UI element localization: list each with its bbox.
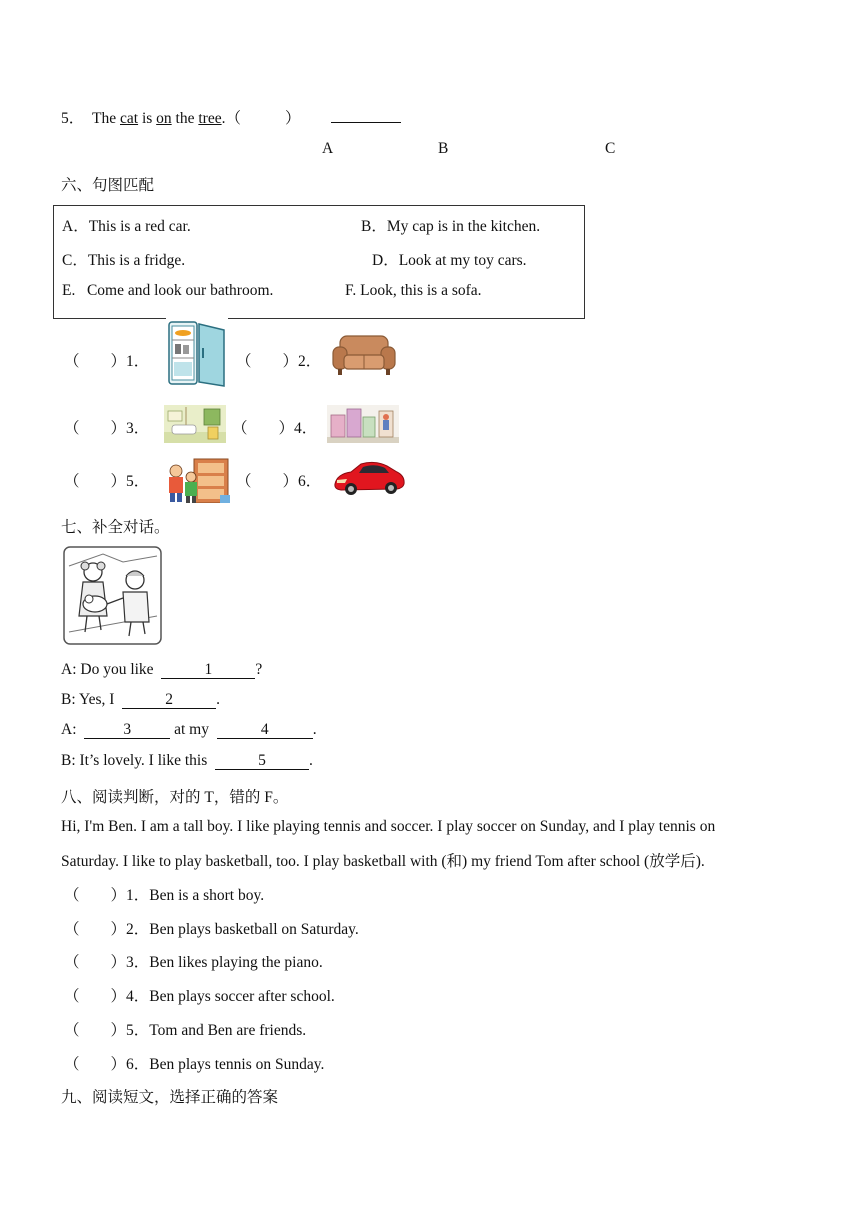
word-on: on [156, 110, 172, 127]
passage-line-1: Hi, I'm Ben. I am a tall boy. I like playing tennis and soccer. I play soccer on Sunday, and I play tennis on [61, 818, 716, 835]
question-5: 5． The cat is on the tree.（ ） [61, 110, 301, 127]
kitchen-picture [164, 457, 232, 503]
dialogue-line-2: B: Yes, I 2 . [61, 691, 221, 708]
answer-paren[interactable]: （ ）6． [64, 1056, 150, 1073]
section-7-title: 七、补全对话。 [61, 519, 170, 536]
blank-2[interactable]: 2 [122, 692, 216, 709]
judge-question-6: （ ）6．Ben plays tennis on Sunday. [64, 1056, 325, 1073]
sofa-picture [330, 333, 398, 379]
judge-question-4: （ ）4．Ben plays soccer after school. [64, 988, 335, 1005]
bathroom-picture [164, 405, 226, 443]
blank-3[interactable]: 3 [84, 722, 170, 739]
blank-4[interactable]: 4 [217, 722, 313, 739]
word-cat: cat [120, 110, 139, 127]
match-item-2[interactable]: （ ）2． [236, 353, 322, 370]
dialogue-line-3: A: 3 at my 4 . [61, 721, 317, 738]
blank-1[interactable]: 1 [161, 662, 255, 679]
section-6-title: 六、句图匹配 [61, 177, 155, 194]
sentence-e: E. Come and look our bathroom. [62, 282, 274, 299]
question-number: 5． [61, 110, 85, 127]
option-b: B [438, 140, 449, 157]
dialogue-line-4: B: It’s lovely. I like this 5 . [61, 752, 313, 769]
match-item-3[interactable]: （ ）3． [64, 420, 150, 437]
match-item-5[interactable]: （ ）5． [64, 473, 150, 490]
section-9-title: 九、阅读短文，选择正确的答案 [61, 1089, 279, 1106]
answer-paren[interactable]: （ ）2． [64, 921, 150, 938]
judge-question-2: （ ）2．Ben plays basketball on Saturday. [64, 921, 359, 938]
sentence-b: B．My cap is in the kitchen. [361, 218, 541, 235]
answer-paren[interactable]: （ ）4． [64, 988, 150, 1005]
judge-question-3: （ ）3．Ben likes playing the piano. [64, 954, 323, 971]
match-item-1[interactable]: （ ）1． [64, 353, 150, 370]
judge-question-5: （ ）5．Tom and Ben are friends. [64, 1022, 307, 1039]
sentence-f: F. Look, this is a sofa. [345, 282, 482, 299]
toy-cars-picture [327, 405, 399, 443]
fridge-picture [166, 320, 228, 388]
option-a: A [322, 140, 334, 157]
judge-question-1: （ ）1．Ben is a short boy. [64, 887, 265, 904]
match-item-6[interactable]: （ ）6． [236, 473, 322, 490]
dialogue-line-1: A: Do you like 1 ? [61, 661, 263, 678]
answer-blank-line[interactable] [331, 122, 401, 123]
blank-5[interactable]: 5 [215, 753, 309, 770]
dialogue-picture [63, 546, 163, 646]
word-tree: tree [198, 110, 222, 127]
passage-line-2: Saturday. I like to play basketball, too. I play basketball with (和) my friend Tom after school (放学后). [61, 853, 705, 870]
answer-paren[interactable]: （ ）3． [64, 954, 150, 971]
answer-paren[interactable]: （ ）5． [64, 1022, 150, 1039]
match-item-4[interactable]: （ ）4． [232, 420, 318, 437]
sentence-a: A．This is a red car. [62, 218, 191, 235]
red-car-picture [331, 458, 407, 498]
section-8-title: 八、阅读判断，对的 T，错的 F。 [61, 789, 289, 806]
answer-paren[interactable]: （ ）1． [64, 887, 150, 904]
sentence-d: D．Look at my toy cars. [372, 252, 527, 269]
option-c: C [605, 140, 616, 157]
sentence-c: C．This is a fridge. [62, 252, 186, 269]
